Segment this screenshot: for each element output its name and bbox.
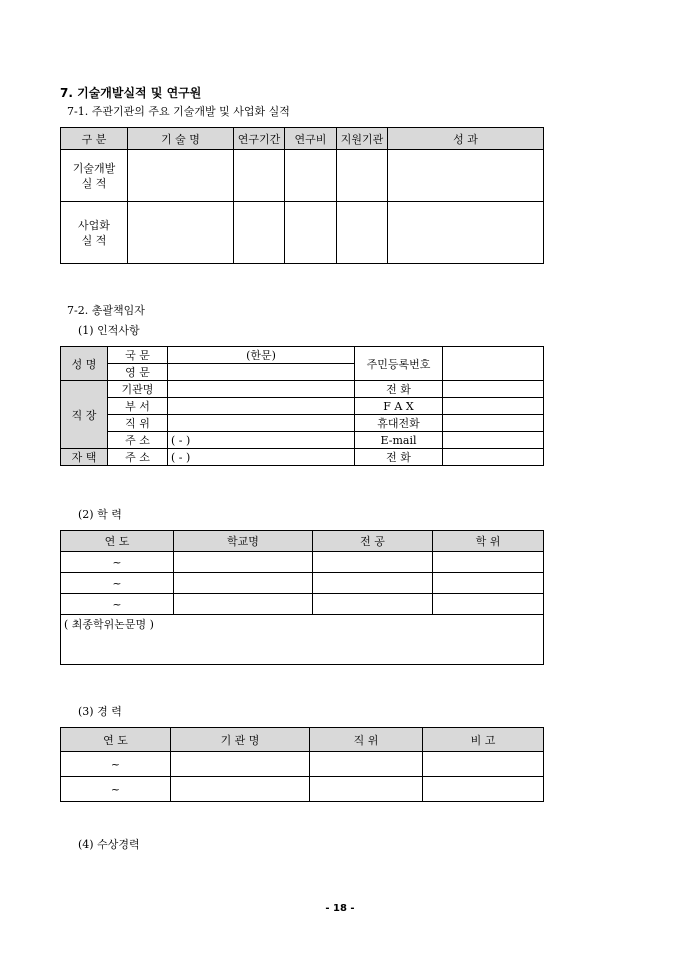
cell[interactable] (433, 594, 544, 615)
page-number: - 18 - (325, 903, 355, 914)
cell[interactable] (128, 202, 234, 264)
tech-achievements-table (60, 127, 544, 264)
home-address-label: 주 소 (108, 449, 168, 466)
header-tech-name: 기 술 명 (128, 128, 234, 150)
career-table (60, 727, 544, 802)
cell[interactable] (313, 573, 433, 594)
cell[interactable] (171, 752, 310, 777)
home-label: 자 택 (61, 449, 108, 466)
mobile-field[interactable] (443, 415, 544, 432)
fax-field[interactable] (443, 398, 544, 415)
cell[interactable] (313, 594, 433, 615)
work-label: 직 장 (61, 381, 108, 449)
row-tech-dev-label: 기술개발 실 적 (61, 150, 128, 202)
subsection-awards: (4) 수상경력 (78, 838, 140, 851)
cell[interactable] (174, 573, 313, 594)
year-range[interactable]: ~ (61, 752, 171, 777)
org-field[interactable] (168, 381, 355, 398)
cell[interactable] (423, 752, 544, 777)
subsection-career: (3) 경 력 (78, 705, 122, 718)
header-position: 직 위 (310, 728, 423, 752)
cell[interactable] (171, 777, 310, 802)
home-address-field[interactable]: ( - ) (168, 449, 355, 466)
cell[interactable] (433, 552, 544, 573)
cell[interactable] (313, 552, 433, 573)
thesis-field[interactable]: ( 최종학위논문명 ) (61, 615, 544, 665)
header-research-cost: 연구비 (285, 128, 337, 150)
cell[interactable] (174, 594, 313, 615)
home-phone-label: 전 화 (355, 449, 443, 466)
cell[interactable] (337, 150, 388, 202)
english-label: 영 문 (108, 364, 168, 381)
year-range[interactable]: ~ (61, 552, 174, 573)
education-table (60, 530, 544, 665)
cell[interactable] (234, 150, 285, 202)
header-school: 학교명 (174, 531, 313, 552)
mobile-label: 휴대전화 (355, 415, 443, 432)
header-category: 구 분 (61, 128, 128, 150)
cell[interactable] (310, 752, 423, 777)
org-label: 기관명 (108, 381, 168, 398)
email-label: E-mail (355, 432, 443, 449)
address-field[interactable]: ( - ) (168, 432, 355, 449)
header-major: 전 공 (313, 531, 433, 552)
header-year: 연 도 (61, 531, 174, 552)
cell[interactable] (285, 150, 337, 202)
year-range[interactable]: ~ (61, 594, 174, 615)
address-label: 주 소 (108, 432, 168, 449)
cell[interactable] (388, 150, 544, 202)
header-degree: 학 위 (433, 531, 544, 552)
header-year: 연 도 (61, 728, 171, 752)
phone-field[interactable] (443, 381, 544, 398)
fax-label: F A X (355, 398, 443, 415)
home-phone-field[interactable] (443, 449, 544, 466)
header-support-org: 지원기관 (337, 128, 388, 150)
cell[interactable] (310, 777, 423, 802)
resident-no-field[interactable] (443, 347, 544, 381)
cell[interactable] (388, 202, 544, 264)
english-name-field[interactable] (168, 364, 355, 381)
position-label: 직 위 (108, 415, 168, 432)
korean-label: 국 문 (108, 347, 168, 364)
cell[interactable] (433, 573, 544, 594)
dept-field[interactable] (168, 398, 355, 415)
dept-label: 부 서 (108, 398, 168, 415)
header-research-period: 연구기간 (234, 128, 285, 150)
header-note: 비 고 (423, 728, 544, 752)
subsection-education: (2) 학 력 (78, 508, 122, 521)
section-title: 7. 기술개발실적 및 연구원 (60, 86, 202, 100)
subsection-7-1: 7-1. 주관기관의 주요 기술개발 및 사업화 실적 (67, 105, 290, 118)
email-field[interactable] (443, 432, 544, 449)
row-commercial-label: 사업화 실 적 (61, 202, 128, 264)
position-field[interactable] (168, 415, 355, 432)
personal-info-table (60, 346, 544, 466)
year-range[interactable]: ~ (61, 777, 171, 802)
header-org: 기 관 명 (171, 728, 310, 752)
subsection-personal: (1) 인적사항 (78, 324, 140, 337)
header-outcome: 성 과 (388, 128, 544, 150)
cell[interactable] (174, 552, 313, 573)
cell[interactable] (285, 202, 337, 264)
korean-name-field[interactable]: (한문) (168, 347, 355, 364)
year-range[interactable]: ~ (61, 573, 174, 594)
phone-label: 전 화 (355, 381, 443, 398)
cell[interactable] (128, 150, 234, 202)
cell[interactable] (234, 202, 285, 264)
resident-no-label: 주민등록번호 (355, 347, 443, 381)
cell[interactable] (337, 202, 388, 264)
cell[interactable] (423, 777, 544, 802)
name-label: 성 명 (61, 347, 108, 381)
subsection-7-2: 7-2. 총괄책임자 (67, 304, 145, 317)
